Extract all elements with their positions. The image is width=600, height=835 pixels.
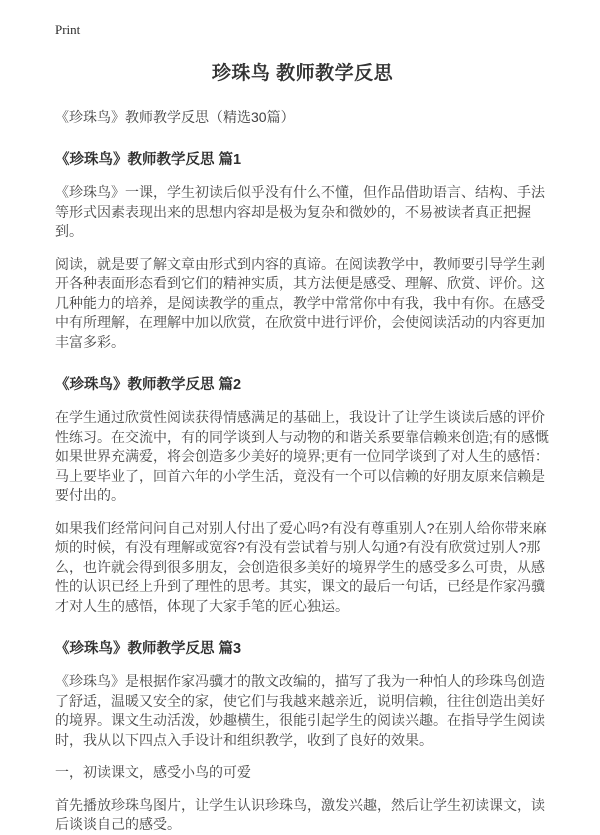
paragraph: 《珍珠鸟》是根据作家冯骥才的散文改编的，描写了我为一种怕人的珍珠鸟创造了舒适，温暖又安全的家，使它们与我越来越亲近，说明信赖，往往创造出美好的境界。课文生动活泼，妙趣横生，很能引起学生的阅读兴趣。在指导学生阅读时，我从以下四点入手设计和组织教学，收到了良好的效果。 xyxy=(55,673,545,748)
section-1-heading: 《珍珠鸟》教师教学反思 篇1 xyxy=(55,152,242,168)
page-title: 珍珠鸟 教师教学反思 xyxy=(211,63,394,84)
paragraph: 在学生通过欣赏性阅读获得情感满足的基础上，我设计了让学生谈读后感的评价性练习。在交流中，有的同学谈到人与动物的和谐关系要靠信赖来创造;有的感慨如果世界充满爱，将会创造多少美好的境界;更有一位同学谈到了对人生的感悟：马上要毕业了，回首六年的小学生活，竟没有一个可以信赖的好朋友原来信赖是要付出的。 xyxy=(55,409,549,503)
paragraph: 如果我们经常问问自己对别人付出了爱心吗?有没有尊重别人?在别人给你带来麻烦的时候，有没有理解或宽容?有没有尝试着与别人勾通?有没有欣赏过别人?那么，也许就会得到很多朋友，会创造很多美好的境界学生的感受多么可贵，从感性的认识已经上升到了理性的思考。其实，课文的最后一句话，已经是作家冯骥才对人生的感悟，体现了大家手笔的匠心独运。 xyxy=(55,519,547,614)
paragraph: 首先播放珍珠鸟图片，让学生认识珍珠鸟，激发兴趣，然后让学生初读课文，读后谈谈自己的感受。 xyxy=(55,796,545,832)
doc-subtitle: 《珍珠鸟》教师教学反思（精选30篇） xyxy=(55,109,295,125)
section-3-heading: 《珍珠鸟》教师教学反思 篇3 xyxy=(55,641,242,657)
paragraph: 《珍珠鸟》一课，学生初读后似乎没有什么不懂，但作品借助语言、结构、手法等形式因素表现出来的思想内容却是极为复杂和微妙的，不易被读者真正把握到。 xyxy=(55,184,545,239)
print-link[interactable]: Print xyxy=(55,22,81,37)
list-item-heading: 一，初读课文，感受小鸟的可爱 xyxy=(55,764,251,780)
section-2-heading: 《珍珠鸟》教师教学反思 篇2 xyxy=(55,377,242,393)
paragraph: 阅读，就是要了解文章由形式到内容的真谛。在阅读教学中，教师要引导学生剥开各种表面形态看到它们的精神实质，其方法便是感受、理解、欣赏、评价。这几种能力的培养，是阅读教学的重点，教学中常常你中有我，我中有你。在感受中有所理解，在理解中加以欣赏，在欣赏中进行评价，会使阅读活动的内容更加丰富多彩。 xyxy=(55,255,545,350)
